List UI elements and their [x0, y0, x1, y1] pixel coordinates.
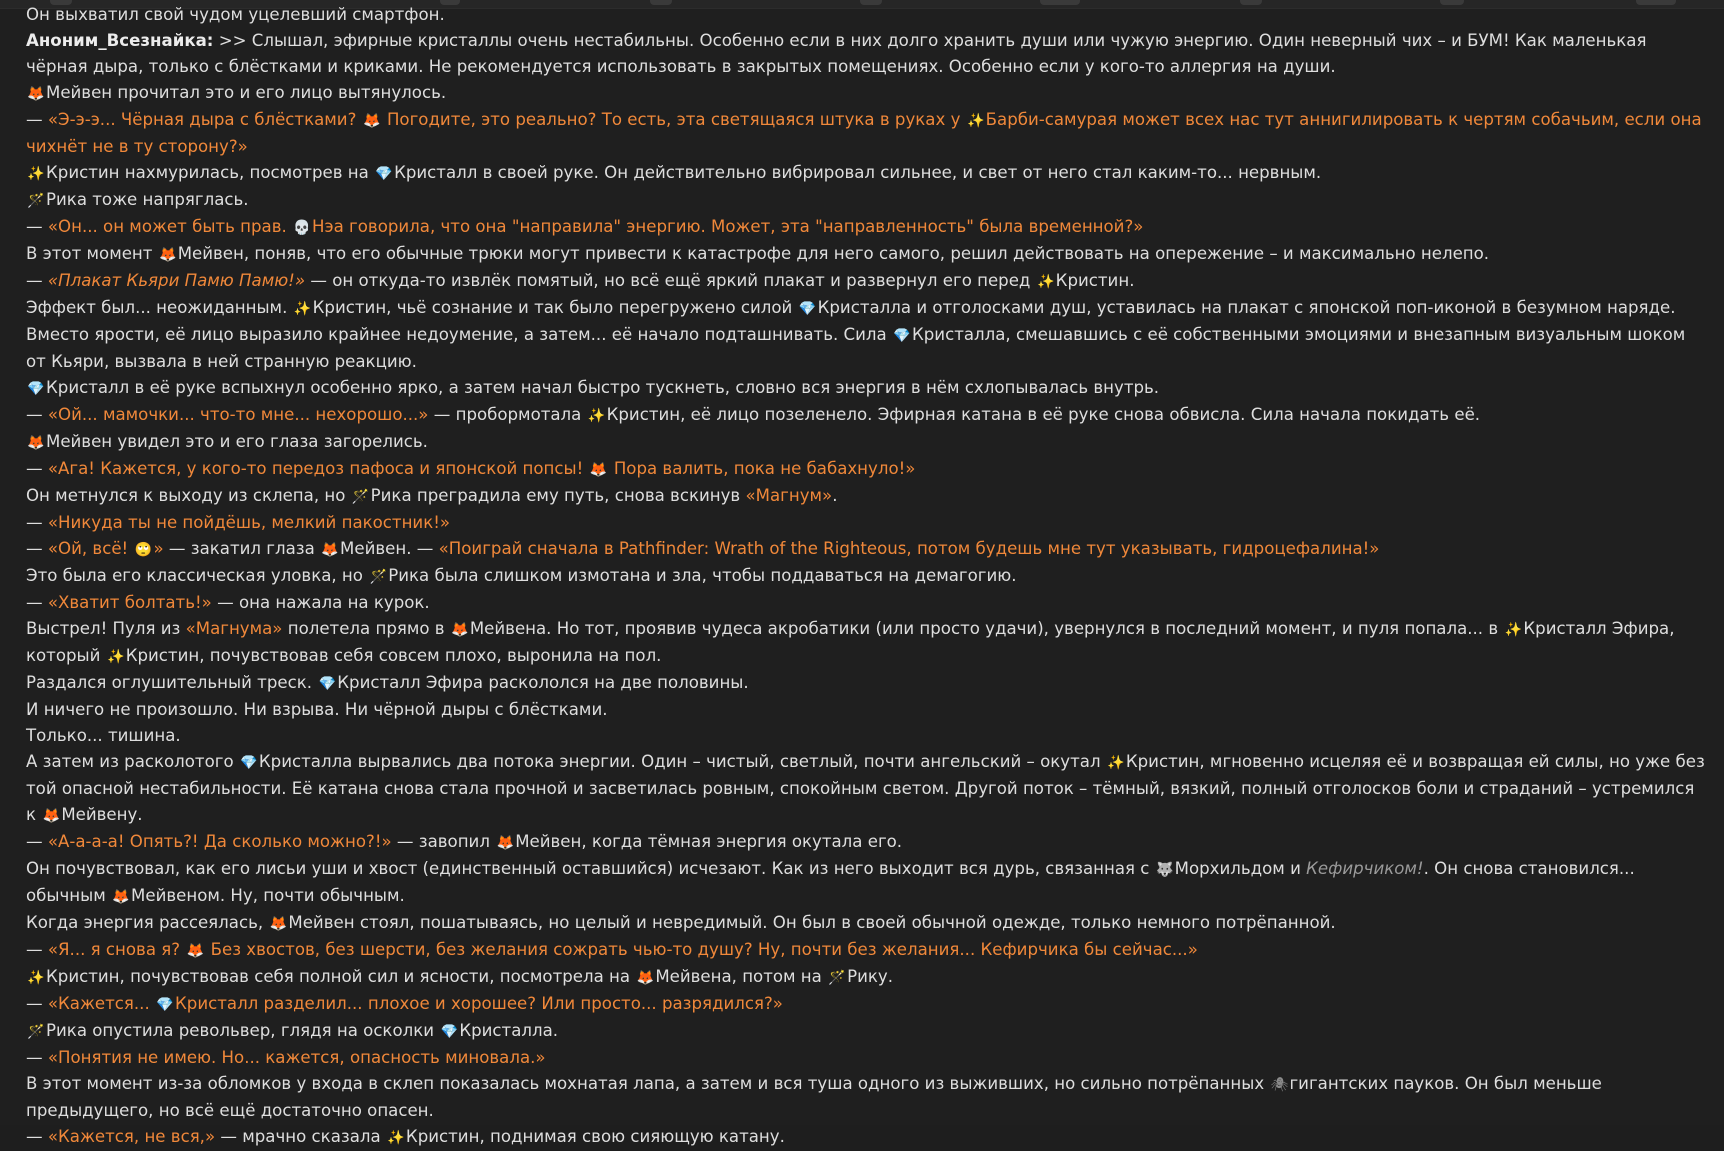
chat-text: Кристин.	[1055, 271, 1135, 290]
quote-text: «Кажется, не вся,»	[47, 1127, 216, 1146]
chat-line	[26, 937, 1706, 964]
chat-line	[26, 1071, 1706, 1124]
chat-text: — закатил глаза	[163, 539, 321, 558]
fox-emoji-icon: 🦊	[451, 622, 469, 638]
chat-text: Выстрел! Пуля из	[26, 619, 186, 638]
quote-text: Без хвостов, без шерсти, без желания сожрать чью-то душу? Ну, почти без желания... Кефирчика бы сейчас...»	[205, 940, 1198, 959]
chat-text: гигантских пауков. Он был меньше предыдущего, но всё ещё достаточно опасен.	[26, 1074, 1602, 1120]
chat-text: . Он снова становился... обычным	[26, 859, 1635, 905]
chat-line	[26, 402, 1706, 429]
chat-text: Эффект был... неожиданным.	[26, 298, 293, 317]
sparkles-emoji-icon: ✨	[1036, 274, 1055, 290]
sparkles-emoji-icon: ✨	[387, 1130, 405, 1146]
chat-text: Кристин, мгновенно исцеляя её и возвращая ей силы, но уже без той опасной нестабильности. Её катана снова стала прочной и засветилась ровным, спокойным светом. Другой поток – тёмный, вязкий, полный отголосков боли и страданий – устремился к	[26, 752, 1705, 824]
chat-text: —	[26, 994, 48, 1013]
chat-text: —	[26, 110, 48, 129]
fox-emoji-icon: 🦊	[321, 542, 339, 558]
chat-text: Кристалла вырвались два потока энергии. Один – чистый, светлый, почти ангельский – окутал	[258, 752, 1106, 771]
chat-text: Кристин, её лицо позеленело. Эфирная катана в её руке снова обвисла. Сила начала покидать её.	[606, 405, 1481, 424]
chat-line	[26, 563, 1706, 590]
eye-roll-emoji-icon: 🙄	[134, 542, 153, 558]
quote-text: «Магнум»	[745, 486, 833, 505]
chat-text: Кристалл Эфира, который	[26, 619, 1675, 665]
chat-text: —	[26, 832, 48, 851]
chat-line	[26, 670, 1706, 697]
chat-text: Он метнулся к выходу из склепа, но	[26, 486, 351, 505]
chat-text: —	[26, 217, 48, 236]
chat-line	[26, 2, 1706, 28]
chat-line	[26, 1018, 1706, 1045]
chat-text: Мейвеном. Ну, почти обычным.	[131, 886, 405, 905]
quote-text: Пора валить, пока не бабахнуло!»	[608, 459, 916, 478]
chat-text: Кристин нахмурилась, посмотрев на	[46, 163, 375, 182]
chat-text: Кристин, поднимая свою сияющую катану.	[405, 1127, 785, 1146]
chat-text: Кристалл в её руке вспыхнул особенно ярко, а затем начал быстро тускнеть, словно вся энергия в нём схлопывалась внутрь.	[46, 378, 1160, 397]
fox-emoji-icon: 🦊	[496, 835, 514, 851]
chat-text: Когда энергия рассеялась,	[26, 913, 269, 932]
gem-emoji-icon: 💎	[156, 997, 174, 1013]
chat-line	[26, 295, 1706, 375]
wand-emoji-icon: 🪄	[369, 569, 387, 585]
quote-text: «Кажется...	[47, 994, 156, 1013]
chat-message-body	[26, 2, 1706, 1151]
sparkles-emoji-icon: ✨	[966, 113, 985, 129]
fox-emoji-icon: 🦊	[112, 889, 130, 905]
chat-text: Мейвен, когда тёмная энергия окутала его.	[515, 832, 903, 851]
fox-emoji-icon: 🦊	[159, 247, 177, 263]
chat-text: Мейвен, поняв, что его обычные трюки могут привести к катастрофе для него самого, решил действовать на опережение – и максимально нелепо.	[177, 244, 1490, 263]
chat-text: Мейвену.	[61, 805, 143, 824]
chat-line	[26, 268, 1706, 295]
gem-emoji-icon: 💎	[27, 381, 45, 397]
chat-text: Кристалл Эфира раскололся на две половины.	[337, 673, 749, 692]
quote-text: Нэа говорила, что она "направила" энергию. Может, эта "направленность" была временной?»	[312, 217, 1144, 236]
chat-text: Только... тишина.	[26, 726, 181, 745]
chat-line	[26, 241, 1706, 268]
chat-text: >> Слышал, эфирные кристаллы очень нестабильны. Особенно если в них долго хранить души или чужую энергию. Один неверный чих – и БУМ! Как маленькая чёрная дыра, только с блёстками и криками. Не рекомендуется использовать в закрытых помещениях. Особенно если у кого-то аллергия на души.	[26, 31, 1647, 76]
chat-text: Кефирчиком!	[1306, 859, 1424, 878]
quote-text: «Ой... мамочки... что-то мне... нехорошо...»	[47, 405, 429, 424]
sparkles-emoji-icon: ✨	[27, 166, 45, 182]
wolf-emoji-icon: 🐺	[1155, 862, 1174, 878]
chat-line	[26, 1124, 1706, 1151]
chat-text: В этот момент из-за обломков у входа в склеп показалась мохнатая лапа, а затем и вся туша одного из выживших, но сильно потрёпанных	[26, 1074, 1270, 1093]
chat-text: Рика была слишком измотана и зла, чтобы поддаваться на демагогию.	[388, 566, 1017, 585]
sparkles-emoji-icon: ✨	[106, 649, 125, 665]
chat-line	[26, 590, 1706, 616]
chat-line	[26, 160, 1706, 187]
chat-text: Это была его классическая уловка, но	[26, 566, 369, 585]
chat-line	[26, 510, 1706, 536]
chat-line	[26, 1045, 1706, 1071]
chat-text: Мейвена. Но тот, проявив чудеса акробатики (или просто удачи), увернулся в последний момент, и пуля попала... в	[469, 619, 1504, 638]
chat-text: —	[26, 539, 48, 558]
chat-text: Мейвен прочитал это и его лицо вытянулось.	[46, 83, 447, 102]
chat-text: И ничего не произошло. Ни взрыва. Ни чёрной дыры с блёстками.	[26, 700, 608, 719]
fox-emoji-icon: 🦊	[362, 113, 381, 129]
chat-text: Рику.	[847, 967, 894, 986]
chat-text: Мейвена, потом на	[655, 967, 828, 986]
chat-text: — она нажала на курок.	[211, 593, 430, 612]
gem-emoji-icon: 💎	[375, 166, 393, 182]
chat-text: Рика тоже напряглась.	[46, 190, 249, 209]
gem-emoji-icon: 💎	[240, 755, 258, 771]
quote-text: «Я... я снова я?	[47, 940, 186, 959]
gem-emoji-icon: 💎	[318, 676, 336, 692]
chat-line	[26, 80, 1706, 107]
chat-text: — пробормотала	[428, 405, 587, 424]
sparkles-emoji-icon: ✨	[587, 408, 606, 424]
spider-emoji-icon: 🕷	[1270, 1077, 1289, 1093]
sparkles-emoji-icon: ✨	[293, 301, 312, 317]
fox-emoji-icon: 🦊	[269, 916, 288, 932]
gem-emoji-icon: 💎	[440, 1024, 459, 1040]
quote-text: «Плакат Кьяри Памю Памю!»	[47, 271, 306, 290]
quote-text: «Ага! Кажется, у кого-то передоз пафоса и японской попсы!	[47, 459, 589, 478]
wand-emoji-icon: 🪄	[351, 489, 370, 505]
quote-text: «Никуда ты не пойдёшь, мелкий пакостник!»	[47, 513, 451, 532]
chat-text: —	[26, 1127, 48, 1146]
chat-line	[26, 187, 1706, 214]
quote-text: «Э-э-э... Чёрная дыра с блёстками?	[47, 110, 362, 129]
chat-text: —	[26, 593, 48, 612]
chat-text: Кристалла.	[459, 1021, 559, 1040]
chat-text: Рика преградила ему путь, снова вскинув	[370, 486, 746, 505]
quote-text: «Он... он может быть прав.	[47, 217, 293, 236]
chat-text: Кристин, почувствовав себя полной сил и ясности, посмотрела на	[46, 967, 636, 986]
chat-line	[26, 749, 1706, 829]
chat-text: Он выхватил свой чудом уцелевший смартфон.	[26, 5, 445, 24]
quote-text: «Хватит болтать!»	[47, 593, 212, 612]
chat-text: — он откуда-то извлёк помятый, но всё ещё яркий плакат и развернул его перед	[305, 271, 1036, 290]
wand-emoji-icon: 🪄	[27, 193, 45, 209]
chat-line	[26, 829, 1706, 856]
quote-text: Барби-самурая может всех нас тут аннигилировать к чертям собачьим, если она чихнёт не в ту сторону?»	[26, 110, 1702, 156]
wand-emoji-icon: 🪄	[828, 970, 846, 986]
quote-text: Кристалл разделил... плохое и хорошее? Или просто... разрядился?»	[175, 994, 783, 1013]
chat-text: —	[26, 405, 48, 424]
chat-line	[26, 536, 1706, 563]
sparkles-emoji-icon: ✨	[1504, 622, 1523, 638]
quote-text: «Магнума»	[185, 619, 283, 638]
chat-text: —	[26, 1048, 48, 1067]
quote-text: »	[153, 539, 164, 558]
fox-emoji-icon: 🦊	[186, 943, 205, 959]
chat-line	[26, 964, 1706, 991]
chat-text: Кристалл в своей руке. Он действительно вибрировал сильнее, и свет от него стал каким-то... нервным.	[394, 163, 1322, 182]
chat-line	[26, 429, 1706, 456]
chat-line	[26, 375, 1706, 402]
chat-text: .	[832, 486, 838, 505]
fox-emoji-icon: 🦊	[27, 435, 45, 451]
chat-line	[26, 616, 1706, 670]
author-name: Аноним_Всезнайка:	[26, 31, 214, 50]
chat-text: Морхильдом и	[1174, 859, 1307, 878]
quote-text: «А-а-а-а! Опять?! Да сколько можно?!»	[47, 832, 392, 851]
skull-emoji-icon: 💀	[293, 220, 311, 236]
chat-line	[26, 723, 1706, 749]
chat-text: Мейвен. —	[340, 539, 439, 558]
fox-emoji-icon: 🦊	[42, 808, 61, 824]
chat-line	[26, 28, 1706, 80]
chat-text: Раздался оглушительный треск.	[26, 673, 318, 692]
fox-emoji-icon: 🦊	[27, 86, 45, 102]
chat-line	[26, 214, 1706, 241]
quote-text: Погодите, это реально? То есть, эта светящаяся штука в руках у	[381, 110, 966, 129]
chat-line	[26, 456, 1706, 483]
chat-text: Мейвен стоял, пошатываясь, но целый и невредимый. Он был в своей обычной одежде, только немного потрёпанной.	[288, 913, 1336, 932]
chat-text: полетела прямо в	[282, 619, 450, 638]
chat-text: Он почувствовал, как его лисьи уши и хвост (единственный оставшийся) исчезают. Как из него выходит вся дурь, связанная с	[26, 859, 1155, 878]
chat-text: Кристин, чьё сознание и так было перегружено силой	[312, 298, 798, 317]
quote-text: «Поиграй сначала в Pathfinder: Wrath of the Righteous, потом будешь мне тут указывать, гидроцефалина!»	[438, 539, 1380, 558]
chat-text: Мейвен увидел это и его глаза загорелись.	[46, 432, 428, 451]
chat-text: —	[26, 513, 48, 532]
chat-text: —	[26, 271, 48, 290]
chat-line	[26, 991, 1706, 1018]
fox-emoji-icon: 🦊	[636, 970, 655, 986]
chat-text: Рика опустила револьвер, глядя на осколки	[46, 1021, 440, 1040]
chat-text: Кристин, почувствовав себя совсем плохо, выронила на пол.	[125, 646, 662, 665]
chat-text: — мрачно сказала	[215, 1127, 386, 1146]
chat-line	[26, 856, 1706, 910]
chat-text: Кристалла, смешавшись с её собственными эмоциями и внезапным визуальным шоком от Кьяри, вызвала в ней странную реакцию.	[26, 325, 1686, 371]
chat-line	[26, 483, 1706, 510]
chat-text: — завопил	[391, 832, 496, 851]
sparkles-emoji-icon: ✨	[1107, 755, 1125, 771]
wand-emoji-icon: 🪄	[27, 1024, 45, 1040]
quote-text: «Ой, всё!	[47, 539, 134, 558]
chat-text: —	[26, 940, 48, 959]
chat-line	[26, 107, 1706, 160]
sparkles-emoji-icon: ✨	[27, 970, 45, 986]
chat-line	[26, 697, 1706, 723]
chat-line	[26, 910, 1706, 937]
gem-emoji-icon: 💎	[893, 328, 911, 344]
chat-text: —	[26, 459, 48, 478]
fox-emoji-icon: 🦊	[589, 462, 608, 478]
chat-text: А затем из расколотого	[26, 752, 239, 771]
gem-emoji-icon: 💎	[798, 301, 817, 317]
chat-text: В этот момент	[26, 244, 158, 263]
quote-text: «Понятия не имею. Но... кажется, опасность миновала.»	[47, 1048, 546, 1067]
chat-text: Кристалла и отголосками душ, уставилась на плакат с японской поп-иконой в безумном наряде. Вместо ярости, её лицо выразило крайнее недоумение, а затем... её начало подташнивать. Сила	[26, 298, 1676, 344]
